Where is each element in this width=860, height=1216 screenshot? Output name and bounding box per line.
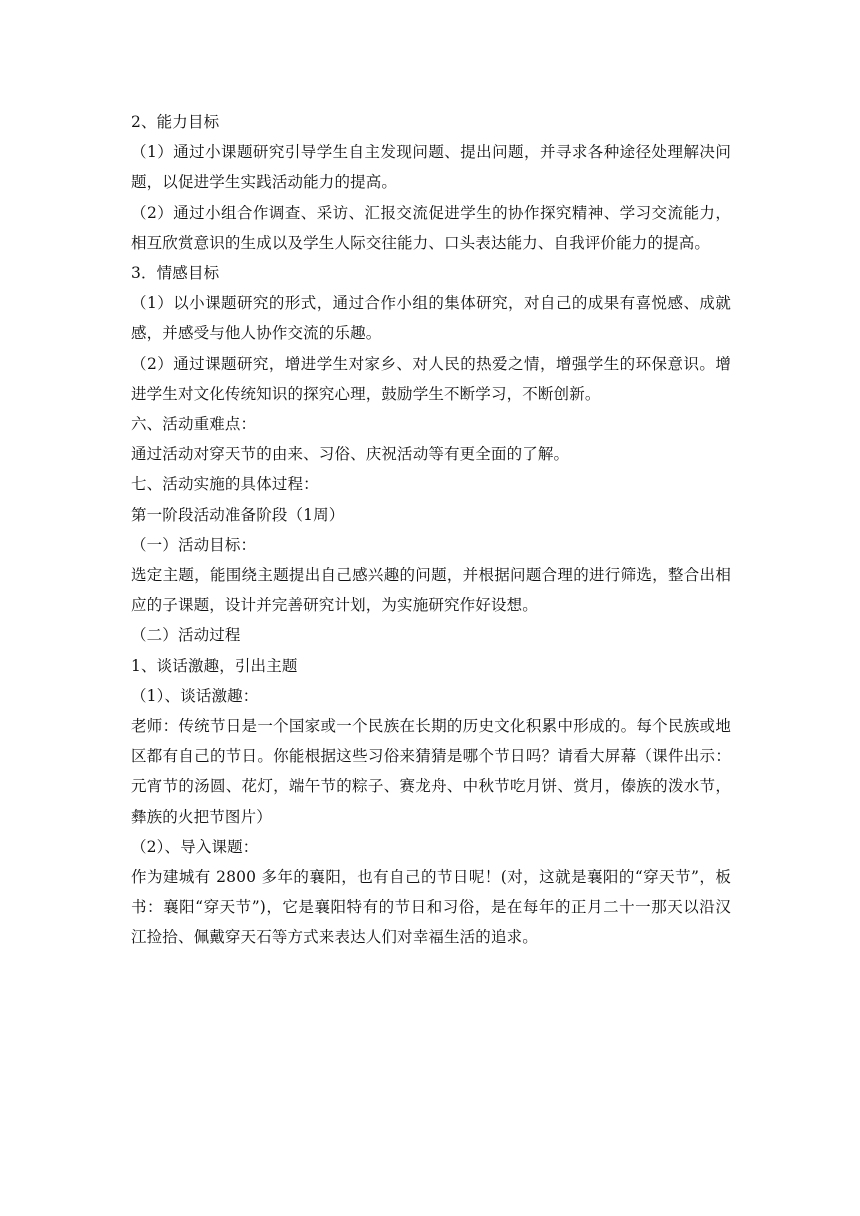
heading-emotion-goals: 3．情感目标 [131,264,220,283]
paragraph-emotion-goal-1: （1）以小课题研究的形式，通过合作小组的集体研究，对自己的成果有喜悦感、成就感，并感受与他人协作交流的乐趣。 [131,294,731,343]
heading-step-1-1: （1）、谈话激趣： [131,686,259,705]
document-body [131,107,731,953]
paragraph-emotion-goal-2: （2）通过课题研究，增进学生对家乡、对人民的热爱之情，增强学生的环保意识。增进学生对文化传统知识的探究心理，鼓励学生不断学习，不断创新。 [131,354,731,403]
paragraph-intro-topic: 作为建城有 2800 多年的襄阳，也有自己的节日呢！(对，这就是襄阳的“穿天节”，板书：襄阳“穿天节”)，它是襄阳特有的节日和习俗，是在每年的正月二十一那天以沿汉江捡拾、佩戴穿天石等方式来表达人们对幸福生活的追求。 [131,868,731,947]
heading-step-1: 1、谈话激趣，引出主题 [131,656,298,675]
paragraph-activity-goals: 选定主题，能围绕主题提出自己感兴趣的问题，并根据问题合理的进行筛选，整合出相应的子课题，设计并完善研究计划，为实施研究作好设想。 [131,566,731,615]
paragraph-key-difficulties: 通过活动对穿天节的由来、习俗、庆祝活动等有更全面的了解。 [131,445,570,464]
heading-key-difficulties: 六、活动重难点： [131,415,257,434]
heading-implementation-process: 七、活动实施的具体过程： [131,475,319,494]
paragraph-ability-goal-1: （1）通过小课题研究引导学生自主发现问题、提出问题，并寻求各种途径处理解决问题，以促进学生实践活动能力的提高。 [131,143,731,192]
heading-activity-process: （二）活动过程 [131,626,241,645]
paragraph-teacher-talk: 老师：传统节日是一个国家或一个民族在长期的历史文化积累中形成的。每个民族或地区都有自己的节日。你能根据这些习俗来猜猜是哪个节日吗？请看大屏幕（课件出示：元宵节的汤圆、花灯，端午节的粽子、赛龙舟、中秋节吃月饼、赏月，傣族的泼水节，彝族的火把节图片） [131,717,731,826]
paragraph-ability-goal-2: （2）通过小组合作调查、采访、汇报交流促进学生的协作探究精神、学习交流能力，相互欣赏意识的生成以及学生人际交往能力、口头表达能力、自我评价能力的提高。 [131,203,731,252]
heading-phase-one: 第一阶段活动准备阶段（1周） [131,505,345,524]
heading-ability-goals: 2、能力目标 [131,113,220,131]
heading-step-1-2: （2）、导入课题： [131,837,259,856]
heading-activity-goals: （一）活动目标： [131,535,257,554]
